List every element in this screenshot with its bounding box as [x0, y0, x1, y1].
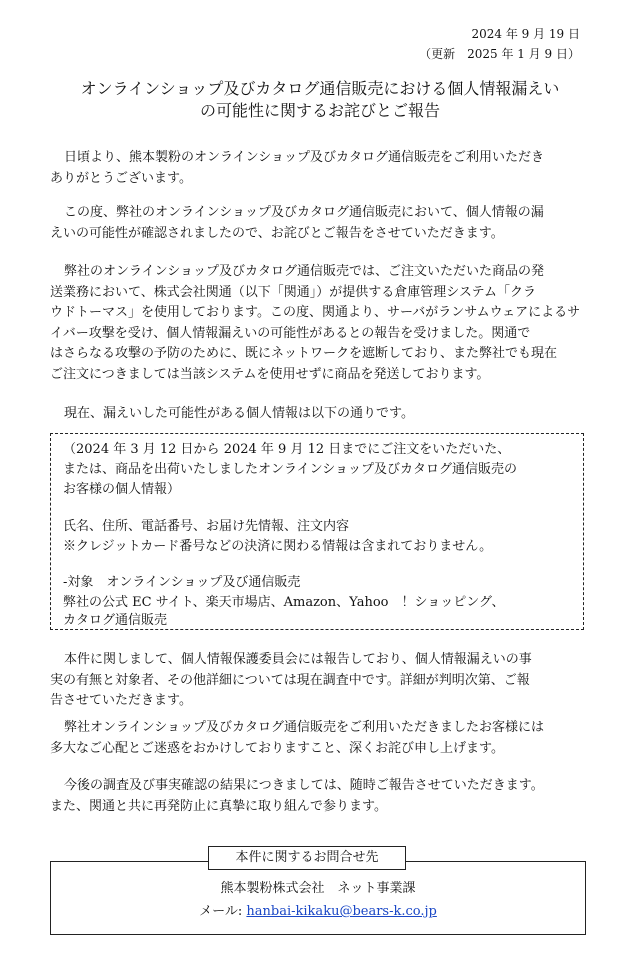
text-line: 多大なご心配とご迷惑をおかけしておりますこと、深くお詫び申し上げます。: [50, 740, 504, 756]
target-line: 弊社の公式 EC サイト、楽天市場店、Amazon、Yahoo ！ショッピング、: [63, 595, 505, 610]
text-line: イバー攻撃を受け、個人情報漏えいの可能性があるとの報告を受けました。関通で: [50, 325, 531, 341]
contact-email-row: [50, 903, 586, 921]
page-title: [40, 78, 600, 122]
text-line: 今後の調査及び事実確認の結果につきましては、随時ご報告させていただきます。: [64, 778, 544, 793]
text-line: 弊社オンラインショップ及びカタログ通信販売をご利用いただきましたお客様には: [64, 720, 545, 735]
updated-date: （更新 2025 年 1 月 9 日）: [419, 47, 580, 61]
contact-heading: 本件に関するお問合せ先: [208, 846, 406, 870]
text-line: 実の有無と対象者、その他詳細については現在調査中です。詳細が判明次第、ご報: [50, 672, 530, 688]
text-line: えいの可能性が確認されましたので、お詫びとご報告をさせていただきます。: [50, 225, 504, 241]
email-link[interactable]: hanbai-kikaku@bears-k.co.jp: [246, 904, 437, 919]
scope-line: または、商品を出荷いたしましたオンラインショップ及びカタログ通信販売の: [63, 462, 518, 477]
scope-line: （2024 年 3 月 12 日から 2024 年 9 月 12 日までにご注文をいただいた、: [63, 442, 511, 457]
text-line: はさらなる攻撃の予防のために、既にネットワークを遮断しており、また弊社でも現在: [50, 346, 558, 361]
info-item: 氏名、住所、電話番号、お届け先情報、注文内容: [63, 519, 350, 534]
followup-paragraph: [50, 776, 590, 817]
text-line: 告させていただきます。: [50, 693, 192, 708]
text-line: ご注文につきましては当該システムを使用せずに商品を発送しております。: [50, 366, 490, 382]
info-note: ※クレジットカード番号などの決済に関わる情報は含まれておりません。: [63, 539, 493, 554]
report-paragraph: [50, 650, 590, 712]
contact-box: [50, 861, 586, 935]
text-line: 送業務において、株式会社関通（以下「関通」）が提供する倉庫管理システム「クラ: [50, 284, 536, 300]
title-line: オンラインショップ及びカタログ通信販売における個人情報漏えい: [80, 79, 560, 98]
scope-line: お客様の個人情報）: [63, 482, 181, 497]
details-paragraph: [50, 262, 590, 385]
text-line: ありがとうございます。: [50, 170, 192, 186]
document-date: 2024 年 9 月 19 日: [471, 27, 580, 41]
notice-paragraph: [50, 203, 590, 244]
text-line: この度、弊社のオンラインショップ及びカタログ通信販売において、個人情報の漏: [64, 205, 544, 220]
apology-paragraph: [50, 718, 590, 759]
text-line: また、関通と共に再発防止に真摯に取り組んで参ります。: [50, 798, 387, 814]
text-line: ウドトーマス」を使用しております。この度、関通より、サーバがランサムウェアによるサ: [50, 305, 581, 320]
email-label: メール:: [199, 904, 243, 919]
target-label: -対象 オンラインショップ及び通信販売: [63, 575, 301, 590]
text-line: 日頃より、熊本製粉のオンラインショップ及びカタログ通信販売をご利用いただき: [64, 150, 545, 165]
text-line: 現在、漏えいした可能性がある個人情報は以下の通りです。: [64, 406, 414, 421]
title-line: の可能性に関するお詫びとご報告: [199, 101, 440, 120]
text-line: 弊社のオンラインショップ及びカタログ通信販売では、ご注文いただいた商品の発: [64, 264, 545, 279]
greeting-paragraph: [50, 148, 590, 189]
target-line: カタログ通信販売: [63, 613, 168, 628]
text-line: 本件に関しまして、個人情報保護委員会には報告しており、個人情報漏えいの事: [64, 652, 532, 667]
contact-company: 熊本製粉株式会社 ネット事業課: [220, 881, 416, 896]
leak-intro-paragraph: [50, 404, 590, 425]
